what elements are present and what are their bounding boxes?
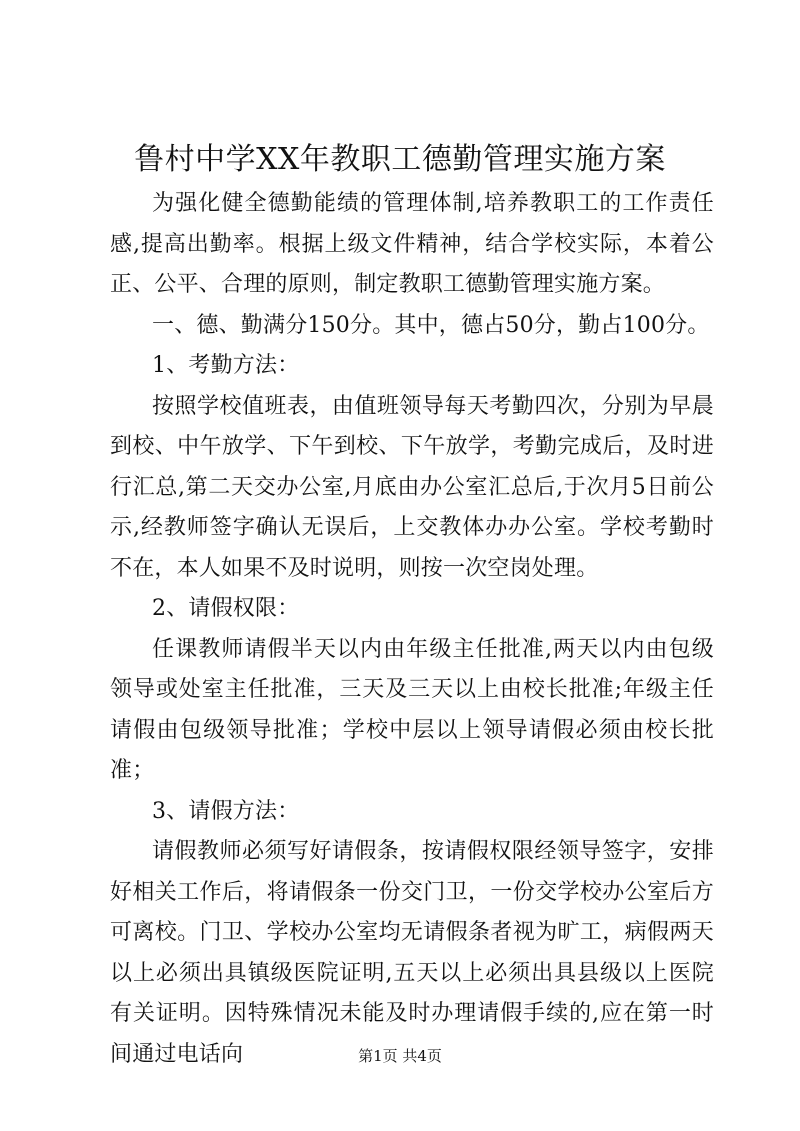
- attendance-method-heading: 1、考勤方法：: [152, 353, 300, 378]
- leave-authority-heading: 2、请假权限：: [152, 596, 300, 621]
- section-one-heading: 一、德、勤满分150分。其中，德占50分，勤占100分。: [152, 312, 710, 338]
- leave-authority-paragraph: 任课教师请假半天以内由年级主任批准,两天以内由包级领导或处室主任批准，三天及三天以上由校长批准;年级主任请假由包级领导批准；学校中层以上领导请假必须由校长批准；: [110, 636, 714, 783]
- attendance-method-paragraph: 按照学校值班表，由值班领导每天考勤四次，分别为早晨到校、中午放学、下午到校、下午放学，考勤完成后，及时进行汇总,第二天交办公室,月底由办公室汇总后,于次月5日前公示,经教师签字确认无误后，上交教体办办公室。学校考勤时不在，本人如果不及时说明，则按一次空岗处理。: [110, 393, 714, 581]
- leave-method-heading: 3、请假方法：: [152, 798, 300, 824]
- document-body: [110, 184, 714, 1075]
- leave-method-paragraph: 请假教师必须写好请假条，按请假权限经领导签字，安排好相关工作后，将请假条一份交门卫，一份交学校办公室后方可离校。门卫、学校办公室均无请假条者视为旷工，病假两天以上必须出具镇级医院证明,五天以上必须出具县级以上医院有关证明。因特殊情况未能及时办理请假手续的,应在第一时间通过电话向: [110, 839, 714, 1067]
- intro-paragraph: 为强化健全德勤能绩的管理体制,培养教职工的工作责任感,提高出勤率。根据上级文件精神，结合学校实际，本着公正、公平、合理的原则，制定教职工德勤管理实施方案。: [110, 191, 714, 297]
- document-title: 鲁村中学XX年教职工德勤管理实施方案: [134, 142, 666, 177]
- page-number-footer: 第1页 共4页: [358, 1047, 442, 1065]
